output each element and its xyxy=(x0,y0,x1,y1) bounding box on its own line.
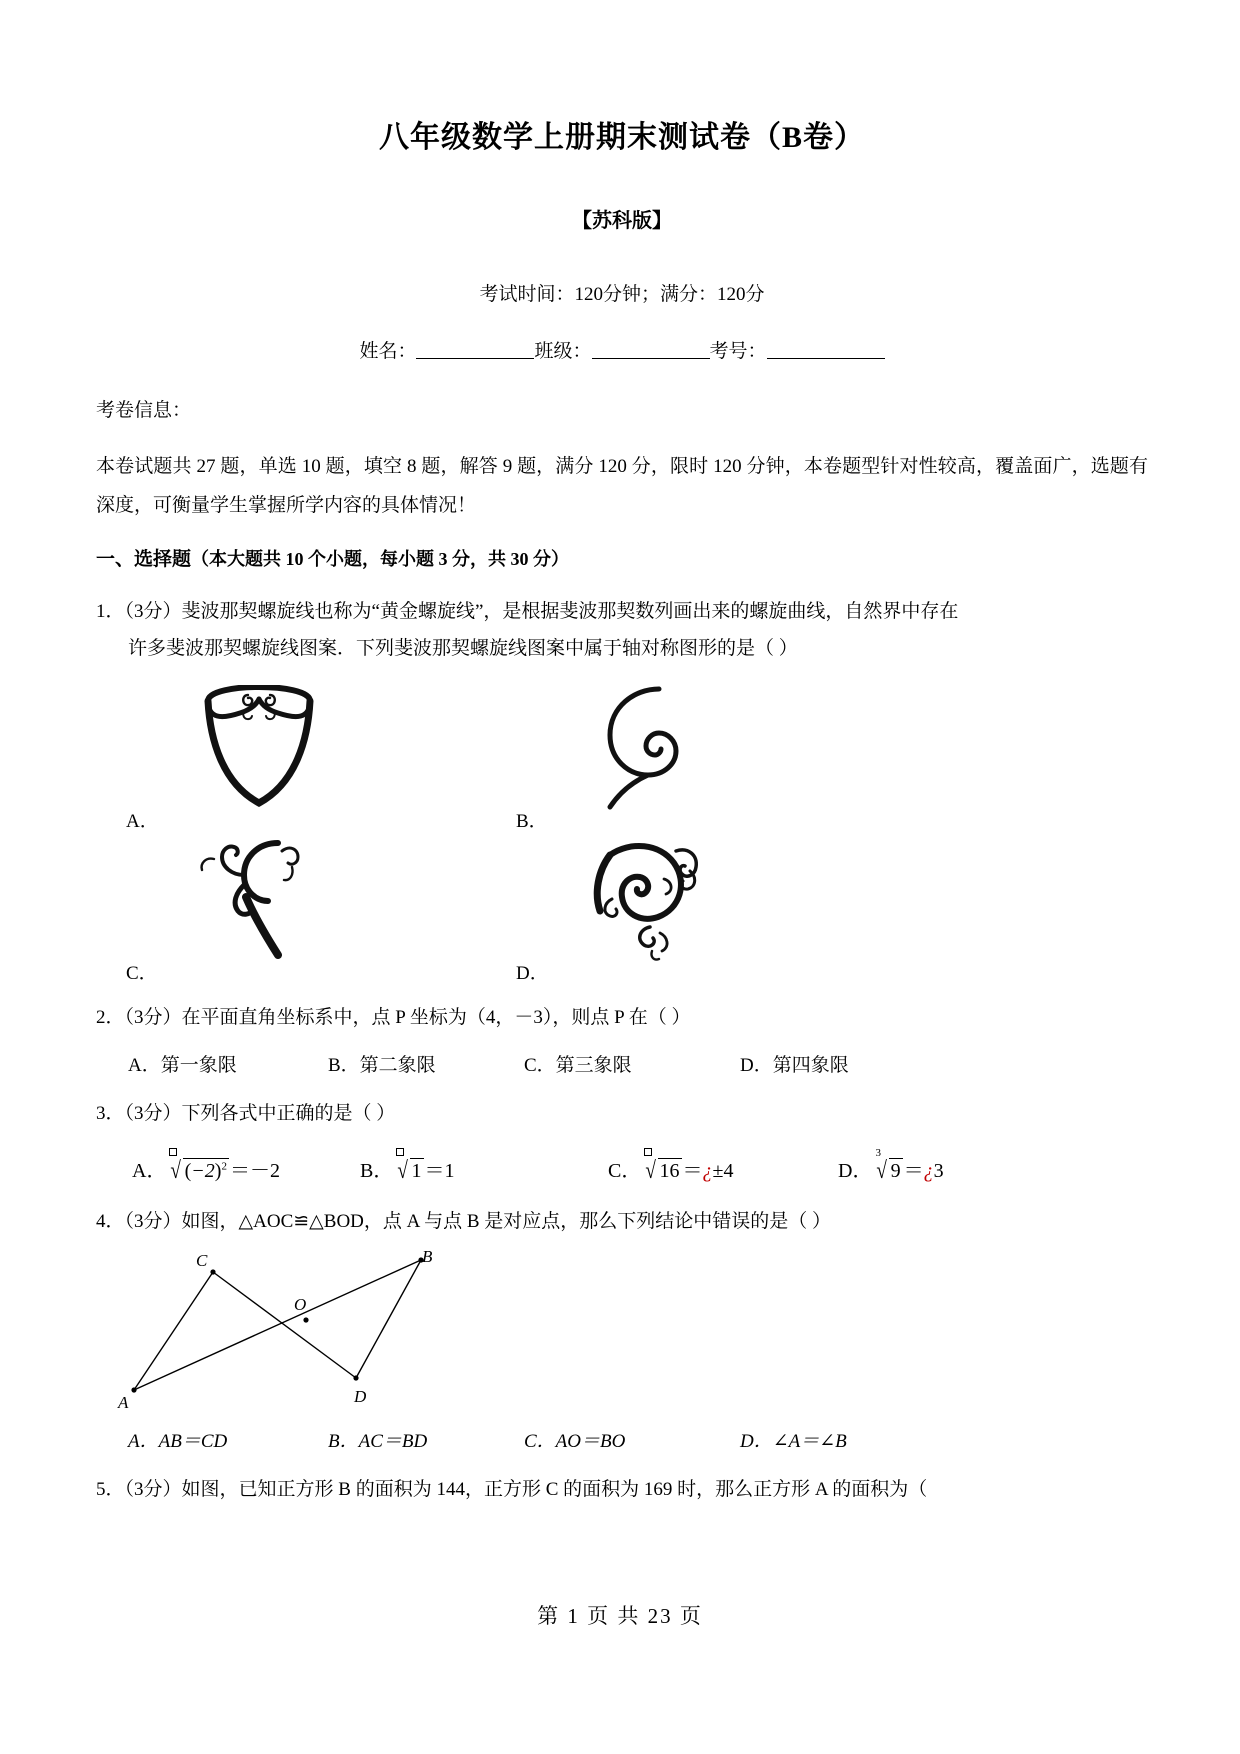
question-1-figure-row-2 xyxy=(96,837,1148,989)
question-2 xyxy=(96,999,1148,1036)
question-1-points: （3分） xyxy=(124,600,182,622)
question-3-option-c-error-glyph: ¿ xyxy=(702,1160,713,1183)
option-c-figure-cell[interactable] xyxy=(126,837,546,987)
question-1-text-line1: 斐波那契螺旋线也称为“黄金螺旋线”，是根据斐波那契数列画出来的螺旋曲线，自然界中存在 xyxy=(181,600,959,622)
option-b-figure-cell[interactable] xyxy=(516,685,936,835)
question-4-options xyxy=(96,1426,1148,1453)
name-label: 姓名： xyxy=(359,341,417,362)
question-2-text xyxy=(96,999,1148,1036)
question-3-number: 3． xyxy=(96,1103,125,1125)
question-2-points: （3分） xyxy=(124,1006,182,1028)
question-1-figures xyxy=(96,685,1148,989)
question-4-figure xyxy=(96,1250,1148,1412)
question-5-points: （3分） xyxy=(124,1479,182,1501)
question-4-option-b[interactable]: B．AC＝BD xyxy=(328,1431,428,1453)
question-4-option-d[interactable]: D．∠A＝∠B xyxy=(740,1431,847,1453)
radical-index-d: 3 xyxy=(875,1147,881,1160)
goblet-spiral-figure-icon xyxy=(174,685,359,815)
radical-sign-d: √ xyxy=(876,1158,888,1185)
class-label: 班级： xyxy=(534,341,592,362)
section-heading-main: 一、选择题 xyxy=(96,548,192,570)
question-1 xyxy=(96,593,1148,667)
question-2-option-b[interactable]: B．第二象限 xyxy=(328,1055,436,1077)
vertex-label-b: B xyxy=(422,1250,433,1267)
question-4-stem: 如图，△AOC≌△BOD，点 A 与点 B 是对应点，那么下列结论中错误的是（ ） xyxy=(181,1211,832,1233)
option-c-label: C． xyxy=(126,962,158,984)
vertex-label-c: C xyxy=(196,1251,208,1271)
question-3-text xyxy=(96,1095,1148,1132)
question-2-stem: 在平面直角坐标系中，点 P 坐标为（4，－3），则点 P 在（ ） xyxy=(181,1006,691,1028)
question-4-text xyxy=(96,1203,1148,1240)
section-heading-sub: （本大题共 10 个小题，每小题 3 分，共 30 分） xyxy=(191,548,570,569)
page-content xyxy=(96,120,1148,1516)
question-4-option-a[interactable]: A．AB＝CD xyxy=(128,1431,228,1453)
single-spiral-figure-icon xyxy=(564,685,749,815)
exam-info-label: 考卷信息： xyxy=(96,400,192,421)
question-3-option-c[interactable] xyxy=(608,1154,838,1183)
option-a-figure-cell[interactable] xyxy=(126,685,546,835)
page-title: 八年级数学上册期末测试卷（B卷） xyxy=(378,121,865,154)
name-input-line[interactable] xyxy=(416,358,534,359)
radical-icon xyxy=(644,1158,681,1183)
radicand-c: 16 xyxy=(659,1160,680,1183)
radical-icon xyxy=(396,1158,423,1183)
radical-sign-a: √ xyxy=(170,1158,182,1185)
exponent-a: 2 xyxy=(221,1160,227,1173)
radicand-b: 1 xyxy=(411,1160,422,1183)
radicand-d: 9 xyxy=(890,1160,901,1183)
question-3-points: （3分） xyxy=(124,1103,182,1125)
question-3-option-d-tail: 3 xyxy=(933,1160,944,1183)
question-4-option-c[interactable]: C．AO＝BO xyxy=(524,1431,626,1453)
vertex-label-o: O xyxy=(294,1295,307,1315)
question-5 xyxy=(96,1471,1148,1508)
question-3-option-a-rhs: ＝－2 xyxy=(229,1160,280,1183)
question-1-number: 1． xyxy=(96,600,125,622)
exam-time-score: 考试时间：120分钟；满分：120分 xyxy=(479,284,765,305)
option-d-label: D． xyxy=(516,962,549,984)
question-3 xyxy=(96,1095,1148,1132)
question-3-option-d[interactable] xyxy=(838,1147,944,1185)
question-2-option-c[interactable]: C．第三象限 xyxy=(524,1055,632,1077)
vertex-label-d: D xyxy=(354,1387,367,1407)
multi-spiral-figure-icon xyxy=(564,837,749,967)
page-footer: 第 1 页 共 23 页 xyxy=(537,1604,703,1628)
question-3-option-b-label: B． xyxy=(360,1160,394,1183)
exam-info-body: 本卷试题共 27 题，单选 10 题，填空 8 题，解答 9 题，满分 120 分，限时 120 分钟，本卷题型针对性较高，覆盖面广，选题有深度，可衡量学生掌握所学内容的具体情况！ xyxy=(96,456,1148,516)
radical-icon xyxy=(875,1147,902,1185)
question-4-number: 4． xyxy=(96,1211,125,1233)
question-2-number: 2． xyxy=(96,1006,125,1028)
radical-sign-c: √ xyxy=(645,1158,657,1185)
question-5-text xyxy=(96,1471,1148,1508)
question-3-option-b-rhs: ＝1 xyxy=(424,1160,455,1183)
class-input-line[interactable] xyxy=(592,358,710,359)
vertex-label-a: A xyxy=(118,1393,129,1413)
radical-sign-b: √ xyxy=(397,1158,409,1185)
question-3-option-a-label: A． xyxy=(132,1160,167,1183)
question-4-points: （3分） xyxy=(124,1211,182,1233)
branched-spiral-figure-icon xyxy=(174,837,359,967)
question-1-line1 xyxy=(96,593,1148,630)
question-3-option-c-label: C． xyxy=(608,1160,642,1183)
option-d-figure-cell[interactable] xyxy=(516,837,936,987)
question-3-options xyxy=(96,1147,1148,1185)
question-3-stem: 下列各式中正确的是（ ） xyxy=(181,1103,396,1125)
question-3-option-a[interactable] xyxy=(132,1154,360,1183)
question-3-option-b[interactable] xyxy=(360,1154,608,1183)
question-2-options xyxy=(96,1050,1148,1077)
question-2-option-a[interactable]: A．第一象限 xyxy=(128,1055,237,1077)
exam-no-label: 考号： xyxy=(709,341,767,362)
option-b-label: B． xyxy=(516,810,548,832)
question-3-option-d-label: D． xyxy=(838,1160,873,1183)
question-3-option-d-error-glyph: ¿ xyxy=(923,1160,934,1183)
question-3-option-c-tail: ±4 xyxy=(712,1160,734,1183)
section-heading xyxy=(96,544,1148,571)
question-3-option-c-rhs: ＝ xyxy=(682,1160,703,1183)
question-4 xyxy=(96,1203,1148,1240)
exam-no-input-line[interactable] xyxy=(767,358,885,359)
radicand-a: $(-2)^2$ xyxy=(184,1160,227,1183)
question-5-number: 5． xyxy=(96,1479,125,1501)
student-fields xyxy=(96,336,1148,363)
question-2-option-d[interactable]: D．第四象限 xyxy=(740,1055,849,1077)
question-1-figure-row-1 xyxy=(96,685,1148,837)
question-5-stem: 如图，已知正方形 B 的面积为 144，正方形 C 的面积为 169 时，那么正方形 A 的面积为（ xyxy=(181,1479,928,1501)
congruent-triangles-diagram-icon xyxy=(116,1250,546,1412)
edition-label: 【苏科版】 xyxy=(572,210,672,232)
question-1-line2: 许多斐波那契螺旋线图案．下列斐波那契螺旋线图案中属于轴对称图形的是（ ） xyxy=(128,637,798,659)
option-a-label: A． xyxy=(126,810,159,832)
question-3-option-d-rhs: ＝ xyxy=(903,1160,924,1183)
radical-icon xyxy=(169,1158,229,1183)
